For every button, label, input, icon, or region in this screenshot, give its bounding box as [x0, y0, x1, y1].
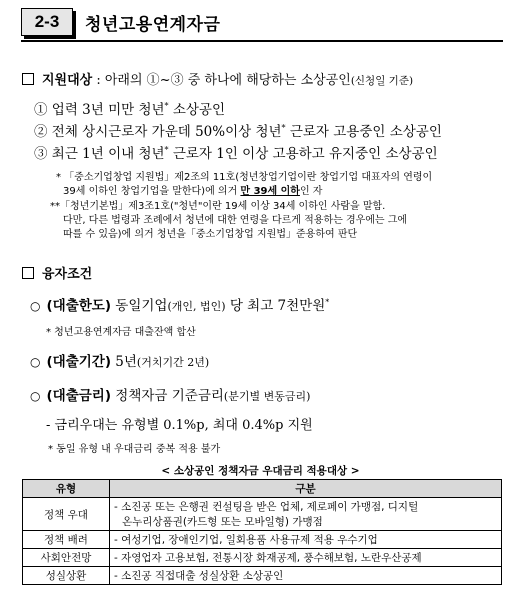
eligibility-label: 지원대상 — [42, 73, 93, 88]
footnote-1-line-2: 39세 이하인 창업기업을 말한다)에 의거 만 39세 이하인 자 — [63, 186, 323, 197]
age-limit-highlight: 만 39세 이하 — [240, 186, 300, 197]
circle-bullet-icon: ○ — [30, 389, 41, 403]
footnote-2-line-3: 따를 수 있음)에 의거 청년을「중소기업창업 지원법」준용하여 판단 — [63, 229, 358, 240]
section-number-badge: 2-3 — [21, 8, 73, 36]
eligibility-item-3: ③ 최근 1년 이내 청년* 근로자 1인 이상 고용하고 유지중인 소상공인 — [34, 145, 438, 162]
row-type: 성실상환 — [23, 567, 110, 585]
loan-term: ○ (대출기간) 5년(거치기간 2년) — [30, 354, 210, 370]
rate-preference: - 금리우대는 유형별 0.1%p, 최대 0.4%p 지원 — [46, 418, 313, 433]
row-desc: - 여성기업, 장애인기업, 일회용품 사용규제 적용 우수기업 — [110, 531, 502, 549]
eligibility-intro-note: (신청일 기준) — [350, 75, 414, 87]
rate-preference-note: * 동일 유형 내 우대금리 중복 적용 불가 — [48, 444, 221, 455]
preferential-rate-table — [22, 479, 502, 585]
table-row — [23, 567, 502, 585]
row-type: 사회안전망 — [23, 549, 110, 567]
header-divider — [21, 40, 503, 42]
circle-bullet-icon: ○ — [30, 299, 41, 313]
table-row — [23, 549, 502, 567]
col-header-type: 유형 — [23, 480, 110, 498]
section-header — [21, 8, 220, 36]
circle-bullet-icon: ○ — [30, 355, 41, 369]
loan-limit-note: * 청년고용연계자금 대출잔액 합산 — [46, 327, 196, 338]
eligibility-item-2: ② 전체 상시근로자 가운데 50%이상 청년* 근로자 고용중인 소상공인 — [34, 123, 442, 140]
footnote-2-line-2: 다만, 다른 법령과 조례에서 청년에 대한 연령을 다르게 적용하는 경우에는 그에 — [63, 215, 408, 226]
eligibility-heading — [22, 69, 413, 88]
row-desc: - 소진공 또는 은행권 컨설팅을 받은 업체, 제로페이 가맹점, 디지털 온누리상품권(카드형 또는 모바일형) 가맹점 — [110, 498, 502, 531]
loan-label: 융자조건 — [42, 267, 93, 282]
loan-heading — [22, 263, 92, 282]
footnote-1-line-1: * 「중소기업창업 지원법」제2조의 11호(청년창업기업이란 창업기업 대표자의 연령이 — [56, 172, 433, 183]
col-header-desc: 구분 — [110, 480, 502, 498]
square-bullet-icon — [22, 73, 34, 85]
row-type: 정책 배려 — [23, 531, 110, 549]
table-header-row — [23, 480, 502, 498]
loan-limit: ○ (대출한도) 동일기업(개인, 법인) 당 최고 7천만원* — [30, 297, 330, 314]
row-desc: - 소진공 직접대출 성실상환 소상공인 — [110, 567, 502, 585]
row-type: 정책 우대 — [23, 498, 110, 531]
eligibility-intro: : 아래의 ①~③ 중 하나에 해당하는 소상공인 — [92, 73, 351, 88]
eligibility-item-1: ① 업력 3년 미만 청년* 소상공인 — [34, 101, 226, 118]
table-row — [23, 498, 502, 531]
row-desc: - 자영업자 고용보험, 전통시장 화재공제, 풍수해보험, 노란우산공제 — [110, 549, 502, 567]
section-title: 청년고용연계자금 — [85, 14, 221, 35]
table-title: < 소상공인 정책자금 우대금리 적용대상 > — [161, 465, 360, 477]
table-row — [23, 531, 502, 549]
square-bullet-icon — [22, 267, 34, 279]
loan-rate: ○ (대출금리) 정책자금 기준금리(분기별 변동금리) — [30, 388, 311, 404]
footnote-2-line-1: **「청년기본법」제3조1호("청년"이란 19세 이상 34세 이하인 사람을 말함. — [50, 201, 386, 212]
